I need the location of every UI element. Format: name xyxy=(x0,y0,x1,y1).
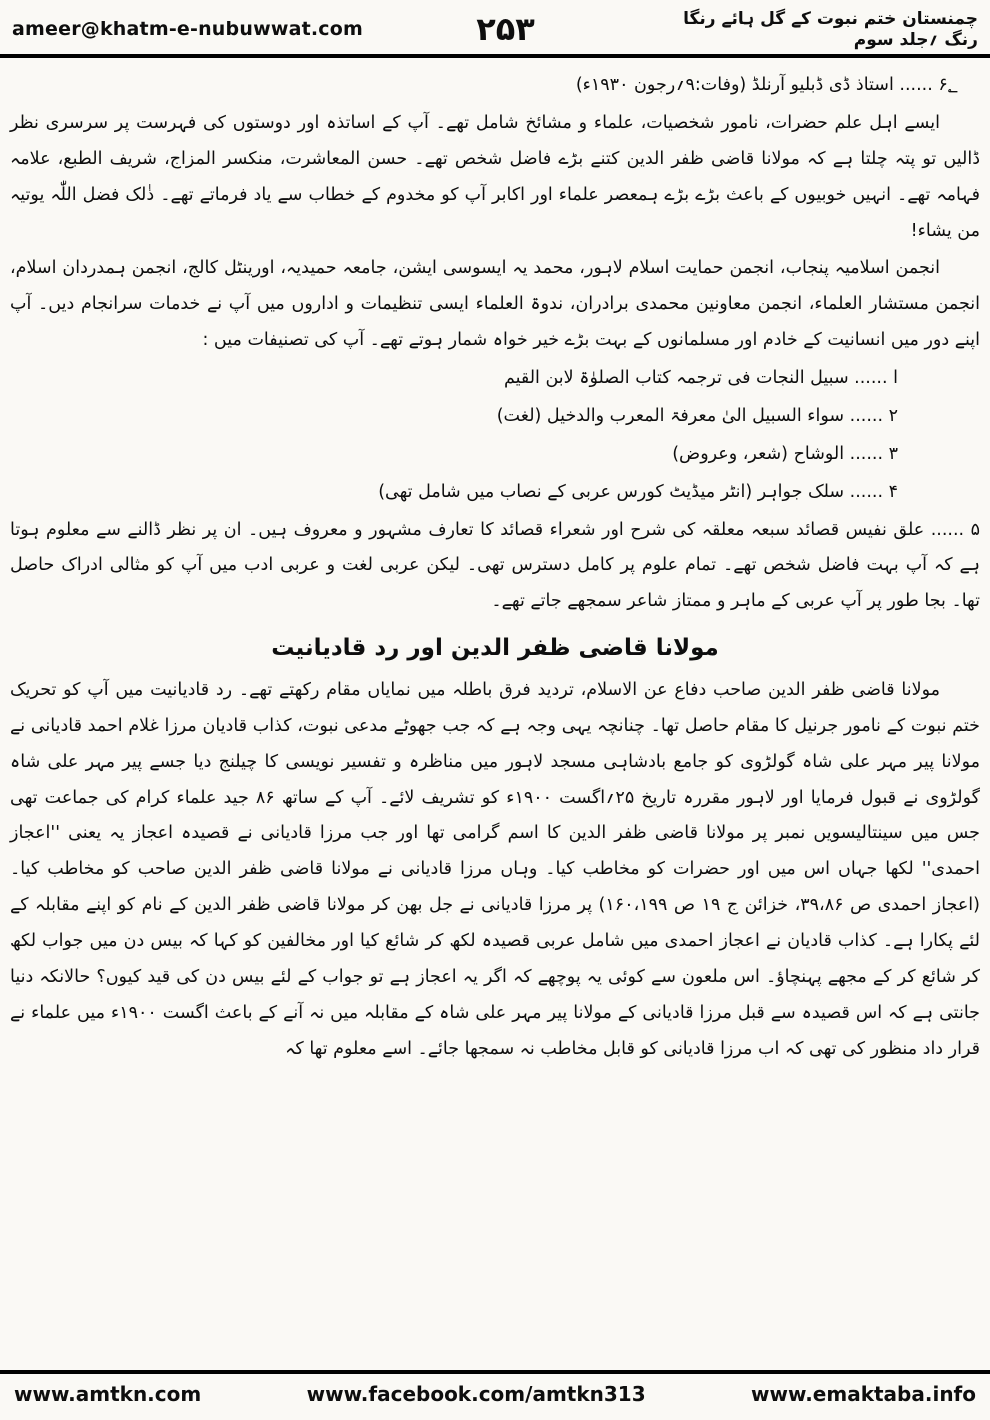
body-content xyxy=(0,58,990,1068)
section-heading: مولانا قاضی ظفر الدین اور رد قادیانیت xyxy=(271,635,719,662)
footer-url-right: www.emaktaba.info xyxy=(751,1382,976,1406)
footer-url-left: www.amtkn.com xyxy=(14,1382,202,1406)
list-item: ۳ ...... الوشاح (شعر، وعروض) xyxy=(672,443,898,464)
page-footer xyxy=(0,1370,990,1420)
paragraph: انجمن اسلامیہ پنجاب، انجمن حمایت اسلام لاہور، محمد یہ ایسوسی ایشن، جامعہ حمیدیہ، اورینٹل کالج، انجمن ہمدردان اسلام، انجمن مستشار العلماء، انجمن معاونین محمدی برادران، ندوۃ العلماء ایسی تنظیمات و اداروں میں آپ نے خدمات سرانجام دیں۔ آپ اپنے دور میں انسانیت کے خادم اور مسلمانوں کے بہت بڑے خیر خواہ شمار ہوتے تھے۔ آپ کی تصنیفات میں : xyxy=(10,258,980,351)
paragraph: مولانا قاضی ظفر الدین صاحب دفاع عن الاسلام، تردید فرق باطلہ میں نمایاں مقام رکھتے تھے۔ رد قادیانیت میں آپ کو تحریک ختم نبوت کے نامور جرنیل کا مقام حاصل تھا۔ چنانچہ یہی وجہ ہے کہ جب جھوٹے مدعی نبوت، کذاب قادیان مرزا غلام احمد قادیانی نے مولانا پیر مہر علی شاہ گولڑوی کو جامع بادشاہی مسجد لاہور میں مناظرہ و تفسیر نویسی کا چیلنج دیا جسے پیر مہر علی شاہ گولڑوی نے قبول فرمایا اور لاہور مقررہ تاریخ ۲۵؍اگست ۱۹۰۰ء کو تشریف لائے۔ آپ کے ساتھ ۸۶ جید علماء کرام کی جماعت تھی جس میں سینتالیسویں نمبر پر مولانا قاضی ظفر الدین کا اسم گرامی تھا اور جب مرزا قادیانی نے قصیدہ اعجاز یہ یعنی ''اعجاز احمدی'' لکھا جہاں اس میں اور حضرات کو مخاطب کیا۔ وہاں مرزا قادیانی نے مولانا قاضی ظفر الدین صاحب کو مخاطب کیا۔ (اعجاز احمدی ص ۳۹،۸۶، خزائن ج ۱۹ ص ۱۶۰،۱۹۹) پر مرزا قادیانی نے جل بھن کر مولانا قاضی ظفر الدین کے نام کو اپنے مقابلہ کے لئے پکارا ہے۔ کذاب قادیان نے اعجاز احمدی میں شامل عربی قصیدہ لکھ کر شائع کیا اور مخالفین کو کہا کہ بیس دن میں جواب لکھ کر شائع کر کے مجھے پہنچاؤ۔ اس ملعون سے کوئی یہ پوچھے کہ اگر یہ اعجاز ہے تو جواب کے لئے بیس دن کی قید کیوں؟ حالانکہ دنیا جانتی ہے کہ اس قصیدہ سے قبل مرزا قادیانی کے مولانا پیر مہر علی شاہ کے مقابلہ میں نہ آنے کے باعث اگست ۱۹۰۰ء میں علماء نے قرار داد منظور کی تھی کہ اب مرزا قادیانی کو قابل مخاطب نہ سمجھا جائے۔ اسے معلوم تھا کہ xyxy=(10,679,981,1059)
paragraph: ایسے اہل علم حضرات، نامور شخصیات، علماء و مشائخ شامل تھے۔ آپ کے اساتذہ اور دوستوں کی فہرست پر سرسری نظر ڈالیں تو پتہ چلتا ہے کہ مولانا قاضی ظفر الدین کتنے بڑے فاضل شخص تھے۔ حسن المعاشرت، منکسر المزاج، شریف الطبع، علامہ فہامہ تھے۔ انہیں خوبیوں کے باعث بڑے بڑے ہمعصر علماء اور اکابر آپ کو مخدوم کے خطاب سے یاد فرماتے تھے۔ ذٰلک فضل اللّٰہ یوتیہ من یشاء! xyxy=(10,112,980,241)
list-item: ۲ ...... سواء السبیل الیٰ معرفۃ المعرب والدخیل (لغت) xyxy=(496,405,898,426)
footer-url-center: www.facebook.com/amtkn313 xyxy=(306,1382,646,1406)
list-item: ۴ ...... سلک جواہر (انٹر میڈیٹ کورس عربی کے نصاب میں شامل تھی) xyxy=(378,481,898,502)
book-title: چمنستان ختم نبوت کے گل ہائے رنگا رنگ ؍جلد سوم xyxy=(683,9,978,50)
paragraph: ۵ ...... علق نفیس قصائد سبعہ معلقہ کی شرح اور شعراء قصائد کا تعارف مشہور و معروف ہیں۔ ان پر نظر ڈالنے سے معلوم ہوتا ہے کہ آپ بہت فاضل شخص تھے۔ تمام علوم پر کامل دسترس تھی۔ لیکن عربی لغت و عربی ادب میں آپ کو مثالی ادراک حاصل تھا۔ بجا طور پر آپ عربی کے ماہر و ممتاز شاعر سمجھے جاتے تھے۔ xyxy=(10,519,980,612)
page-number: ۲۵۳ xyxy=(476,10,535,48)
list-item: ا ...... سبیل النجات فی ترجمہ کتاب الصلوٰۃ لابن القیم xyxy=(503,368,898,388)
numbered-item: ۶؂ ...... استاذ ڈی ڈبلیو آرنلڈ (وفات:۹؍رجون ۱۹۳۰ء) xyxy=(575,75,958,95)
header-email: ameer@khatm-e-nubuwwat.com xyxy=(12,18,364,40)
page-header xyxy=(0,0,990,58)
